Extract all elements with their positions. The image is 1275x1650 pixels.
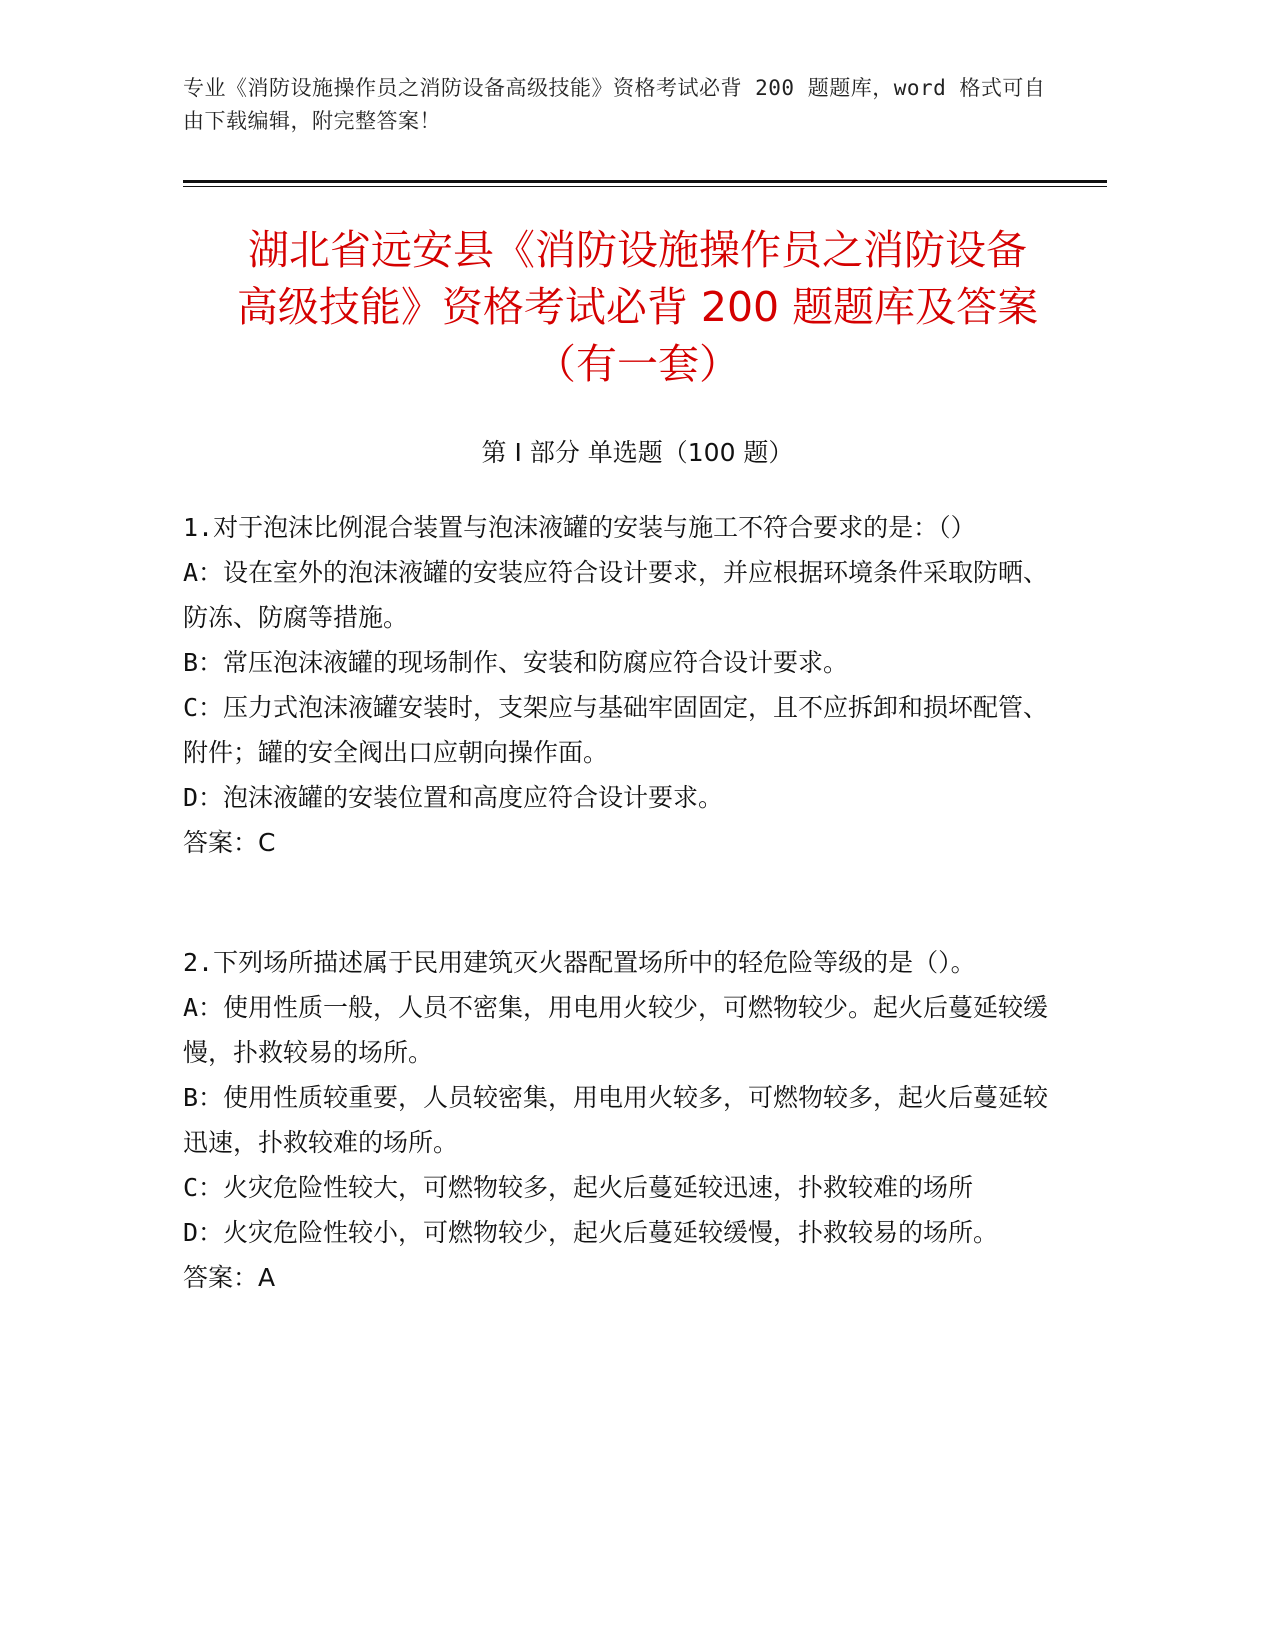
header-divider-thin: [183, 186, 1107, 187]
option-b: B：使用性质较重要，人员较密集，用电用火较多，可燃物较多，起火后蔓延较迅速，扑救较难的场所。: [183, 1083, 1049, 1157]
section-title: 第 I 部分 单选题（100 题）: [481, 438, 794, 467]
question-stem: 2.下列场所描述属于民用建筑灭火器配置场所中的轻危险等级的是（）。: [183, 948, 976, 977]
question-1: [183, 505, 1073, 865]
option-d: D：泡沫液罐的安装位置和高度应符合设计要求。: [183, 783, 724, 812]
title-line-3: （有一套）: [535, 340, 740, 388]
question-stem: 1.对于泡沫比例混合装置与泡沫液罐的安装与施工不符合要求的是：（）: [183, 513, 976, 542]
option-b: B：常压泡沫液罐的现场制作、安装和防腐应符合设计要求。: [183, 648, 849, 677]
option-a: A：设在室外的泡沫液罐的安装应符合设计要求，并应根据环境条件采取防晒、防冻、防腐等措施。: [183, 558, 1049, 632]
answer: 答案：C: [183, 828, 276, 857]
header-divider-thick: [183, 180, 1107, 183]
question-2: [183, 940, 1073, 1300]
option-c: C：火灾危险性较大，可燃物较多，起火后蔓延较迅速，扑救较难的场所: [183, 1173, 974, 1202]
title-line-2: 高级技能》资格考试必背 200 题题库及答案: [236, 283, 1039, 331]
option-a: A：使用性质一般，人员不密集，用电用火较少，可燃物较少。起火后蔓延较缓慢，扑救较易的场所。: [183, 993, 1049, 1067]
title-line-1: 湖北省远安县《消防设施操作员之消防设备: [248, 226, 1027, 274]
document-title: [150, 222, 1125, 393]
header-note: 专业《消防设施操作员之消防设备高级技能》资格考试必背 200 题题库，word 格式可自由下载编辑，附完整答案！: [183, 76, 1046, 133]
option-d: D：火灾危险性较小，可燃物较少，起火后蔓延较缓慢，扑救较易的场所。: [183, 1218, 999, 1247]
answer: 答案：A: [183, 1263, 276, 1292]
option-c: C：压力式泡沫液罐安装时，支架应与基础牢固固定，且不应拆卸和损坏配管、附件；罐的安全阀出口应朝向操作面。: [183, 693, 1049, 767]
